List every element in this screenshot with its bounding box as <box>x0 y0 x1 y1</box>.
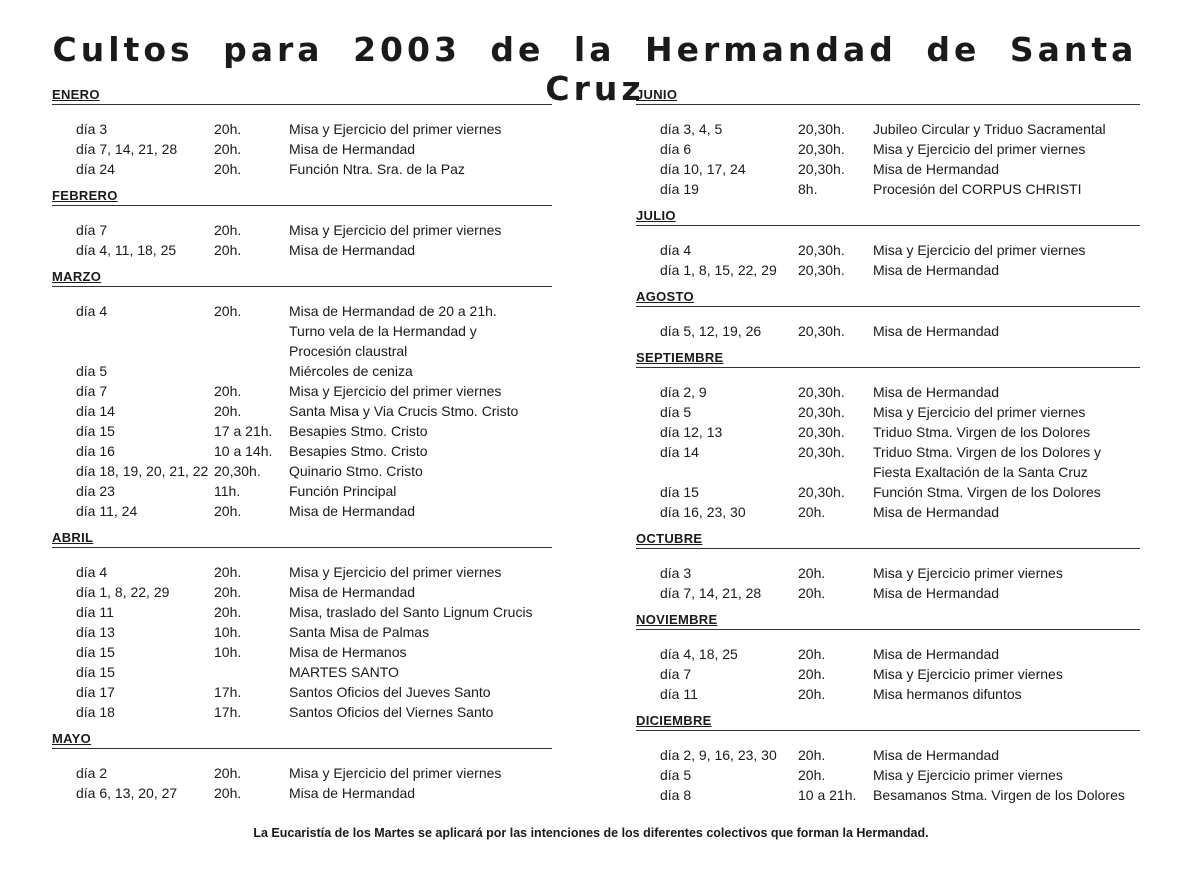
entry-description: Misa de Hermandad <box>873 384 1000 400</box>
schedule-row <box>52 481 552 501</box>
schedule-row <box>52 682 552 702</box>
month-entries <box>52 206 552 264</box>
entry-description: Santa Misa de Palmas <box>289 624 430 640</box>
month-header <box>52 525 552 548</box>
entry-day: día 5 <box>660 767 692 783</box>
entry-description: Misa de Hermandad <box>289 785 416 801</box>
entry-hour: 20h. <box>214 383 242 399</box>
entry-description: Besamanos Stma. Virgen de los Dolores <box>873 787 1125 803</box>
entry-hour: 10h. <box>214 644 242 660</box>
entry-description: Función Ntra. Sra. de la Paz <box>289 161 465 177</box>
month-section <box>52 82 552 183</box>
month-section <box>636 345 1140 526</box>
entry-description: Función Principal <box>289 483 397 499</box>
entry-day: día 6 <box>660 141 692 157</box>
month-section <box>636 203 1140 284</box>
schedule-row <box>52 662 552 682</box>
month-name: SEPTIEMBRE <box>636 350 724 365</box>
schedule-row <box>636 260 1140 280</box>
entry-hour: 20,30h. <box>798 141 845 157</box>
entry-hour: 20h. <box>214 403 242 419</box>
entry-description: Misa de Hermandad <box>289 503 416 519</box>
entry-day: día 2 <box>76 765 108 781</box>
schedule-row <box>52 501 552 521</box>
schedule-row <box>636 684 1140 704</box>
entry-day: día 3 <box>660 565 692 581</box>
month-header <box>636 526 1140 549</box>
entry-hour: 20h. <box>214 121 242 137</box>
month-name: ENERO <box>52 87 100 102</box>
month-header <box>52 82 552 105</box>
month-entries <box>636 105 1140 203</box>
entry-description: Jubileo Circular y Triduo Sacramental <box>873 121 1106 137</box>
entry-description: Misa de Hermandad <box>289 242 416 258</box>
entry-day: día 7, 14, 21, 28 <box>660 585 762 601</box>
month-header <box>636 607 1140 630</box>
entry-day: día 24 <box>76 161 115 177</box>
month-entries <box>636 368 1140 526</box>
schedule-row <box>636 240 1140 260</box>
month-name: AGOSTO <box>636 289 694 304</box>
month-header <box>52 183 552 206</box>
entry-description: Misa y Ejercicio del primer viernes <box>289 222 502 238</box>
entry-description: Santa Misa y Via Crucis Stmo. Cristo <box>289 403 519 419</box>
entry-description: Misa y Ejercicio primer viernes <box>873 666 1063 682</box>
entry-hour: 17h. <box>214 704 242 720</box>
entry-day: día 16 <box>76 443 115 459</box>
entry-description: Misa y Ejercicio del primer viernes <box>873 242 1086 258</box>
entry-description: Misa de Hermandad <box>873 585 1000 601</box>
entry-day: día 18, 19, 20, 21, 22 <box>76 463 209 479</box>
schedule-row <box>636 179 1140 199</box>
entry-day: día 7 <box>76 222 108 238</box>
month-section <box>636 708 1140 809</box>
entry-hour: 20,30h. <box>798 404 845 420</box>
page-title: Cultos para 2003 de la Hermandad de Santa Cruz <box>52 30 1138 108</box>
right-column <box>636 82 1140 809</box>
entry-day: día 2, 9 <box>660 384 707 400</box>
entry-description: Misa y Ejercicio del primer viernes <box>289 564 502 580</box>
entry-description: MARTES SANTO <box>289 664 399 680</box>
month-section <box>52 726 552 807</box>
schedule-row <box>52 159 552 179</box>
entry-hour <box>214 361 289 381</box>
entry-day: día 15 <box>76 644 115 660</box>
month-entries <box>636 549 1140 607</box>
entry-day: día 1, 8, 22, 29 <box>76 584 170 600</box>
entry-description: Misa hermanos difuntos <box>873 686 1022 702</box>
month-header <box>636 708 1140 731</box>
month-section <box>52 264 552 525</box>
schedule-row <box>52 702 552 722</box>
month-entries <box>636 630 1140 708</box>
entry-description: Misa de Hermandad <box>289 141 416 157</box>
entry-description: Triduo Stma. Virgen de los Dolores y Fiesta Exaltación de la Santa Cruz <box>873 444 1101 480</box>
entry-day: día 10, 17, 24 <box>660 161 746 177</box>
entry-day: día 4 <box>76 564 108 580</box>
schedule-row <box>636 502 1140 522</box>
entry-day: día 1, 8, 15, 22, 29 <box>660 262 777 278</box>
entry-day: día 3 <box>76 121 108 137</box>
entry-description: Misa de Hermandad <box>873 646 1000 662</box>
entry-hour: 10h. <box>214 624 242 640</box>
entry-day: día 8 <box>660 787 692 803</box>
schedule-row <box>52 240 552 260</box>
entry-hour: 20h. <box>798 666 826 682</box>
schedule-row <box>52 220 552 240</box>
month-entries <box>636 307 1140 345</box>
month-header <box>636 203 1140 226</box>
entry-day: día 4, 11, 18, 25 <box>76 242 177 258</box>
entry-description: Misa de Hermandad <box>873 323 1000 339</box>
entry-hour: 8h. <box>798 181 818 197</box>
schedule-row <box>636 765 1140 785</box>
month-section <box>52 525 552 726</box>
schedule-row <box>636 159 1140 179</box>
schedule-row <box>52 602 552 622</box>
entry-description: Besapies Stmo. Cristo <box>289 423 428 439</box>
entry-description: Misa de Hermandad <box>873 262 1000 278</box>
entry-hour: 20,30h. <box>798 121 845 137</box>
entry-description: Misa de Hermandad <box>873 747 1000 763</box>
entry-hour: 20,30h. <box>798 424 845 440</box>
month-header <box>636 82 1140 105</box>
entry-hour: 20h. <box>798 646 826 662</box>
entry-day: día 11 <box>76 604 114 620</box>
entry-day: día 4, 18, 25 <box>660 646 738 662</box>
entry-description: Santos Oficios del Viernes Santo <box>289 704 494 720</box>
schedule-row <box>52 562 552 582</box>
footer-note: La Eucaristía de los Martes se aplicará por las intenciones de los diferentes colectivos que forman la Hermandad. <box>253 826 929 840</box>
month-name: JUNIO <box>636 87 678 102</box>
entry-hour: 20,30h. <box>798 384 845 400</box>
schedule-row <box>636 664 1140 684</box>
schedule-row <box>636 482 1140 502</box>
schedule-row <box>52 421 552 441</box>
entry-hour: 20h. <box>798 747 826 763</box>
schedule-row <box>52 642 552 662</box>
entry-description: Misa de Hermanos <box>289 644 407 660</box>
schedule-row <box>636 119 1140 139</box>
schedule-row <box>636 321 1140 341</box>
entry-description: Función Stma. Virgen de los Dolores <box>873 484 1101 500</box>
entry-day: día 2, 9, 16, 23, 30 <box>660 747 777 763</box>
schedule-row <box>636 785 1140 805</box>
entry-day: día 13 <box>76 624 115 640</box>
month-entries <box>52 105 552 183</box>
entry-hour: 20h. <box>798 686 826 702</box>
entry-day: día 15 <box>76 664 115 680</box>
month-header <box>636 345 1140 368</box>
entry-hour: 10 a 21h. <box>798 787 857 803</box>
entry-description: Besapies Stmo. Cristo <box>289 443 428 459</box>
schedule-row <box>636 442 1140 482</box>
month-name: FEBRERO <box>52 188 118 203</box>
entry-day: día 16, 23, 30 <box>660 504 746 520</box>
entry-hour: 20,30h. <box>798 323 845 339</box>
entry-description: Misa y Ejercicio del primer viernes <box>873 141 1086 157</box>
month-name: NOVIEMBRE <box>636 612 718 627</box>
entry-hour: 20,30h. <box>214 463 261 479</box>
schedule-row <box>52 622 552 642</box>
entry-hour: 20h. <box>214 584 242 600</box>
left-column <box>52 82 552 807</box>
month-name: ABRIL <box>52 530 94 545</box>
schedule-row <box>636 644 1140 664</box>
entry-hour: 20h. <box>214 141 242 157</box>
entry-day: día 7, 14, 21, 28 <box>76 141 178 157</box>
schedule-row <box>636 422 1140 442</box>
month-entries <box>52 548 552 726</box>
schedule-row <box>52 139 552 159</box>
month-entries <box>52 749 552 807</box>
entry-day: día 4 <box>660 242 692 258</box>
entry-hour: 20,30h. <box>798 242 845 258</box>
entry-description: Misa, traslado del Santo Lignum Crucis <box>289 604 533 620</box>
entry-hour: 20h. <box>214 161 242 177</box>
month-section <box>52 183 552 264</box>
entry-hour: 11h. <box>214 483 241 499</box>
entry-day: día 3, 4, 5 <box>660 121 723 137</box>
month-name: MARZO <box>52 269 102 284</box>
schedule-row <box>52 441 552 461</box>
schedule-row <box>52 461 552 481</box>
schedule-row <box>52 582 552 602</box>
entry-day: día 6, 13, 20, 27 <box>76 785 178 801</box>
entry-hour: 20h. <box>798 504 826 520</box>
entry-description: Misa de Hermandad <box>289 584 416 600</box>
entry-day: día 7 <box>660 666 692 682</box>
schedule-row <box>636 563 1140 583</box>
schedule-row <box>636 139 1140 159</box>
entry-day: día 15 <box>660 484 699 500</box>
month-header <box>52 726 552 749</box>
month-entries <box>636 226 1140 284</box>
entry-hour: 20,30h. <box>798 444 845 460</box>
entry-hour: 20h. <box>798 585 826 601</box>
entry-description: Miércoles de ceniza <box>289 363 413 379</box>
schedule-row <box>52 401 552 421</box>
entry-hour: 17 a 21h. <box>214 423 273 439</box>
entry-hour: 20h. <box>214 303 242 319</box>
entry-hour: 20h. <box>798 565 826 581</box>
month-section <box>636 284 1140 345</box>
entry-hour: 20h. <box>214 765 242 781</box>
month-name: OCTUBRE <box>636 531 703 546</box>
month-header <box>52 264 552 287</box>
entry-day: día 4 <box>76 303 108 319</box>
entry-hour: 17h. <box>214 684 242 700</box>
schedule-row <box>52 381 552 401</box>
entry-hour: 10 a 14h. <box>214 443 273 459</box>
entry-day: día 23 <box>76 483 115 499</box>
month-entries <box>636 731 1140 809</box>
schedule-row <box>52 361 552 381</box>
entry-day: día 5, 12, 19, 26 <box>660 323 762 339</box>
entry-day: día 11 <box>660 686 698 702</box>
schedule-row <box>52 301 552 361</box>
entry-day: día 12, 13 <box>660 424 723 440</box>
month-name: MAYO <box>52 731 92 746</box>
entry-description: Quinario Stmo. Cristo <box>289 463 423 479</box>
month-header <box>636 284 1140 307</box>
entry-description: Misa de Hermandad <box>873 161 1000 177</box>
entry-day: día 17 <box>76 684 115 700</box>
entry-hour: 20h. <box>214 604 242 620</box>
entry-day: día 14 <box>660 444 699 460</box>
month-section <box>636 607 1140 708</box>
month-name: DICIEMBRE <box>636 713 712 728</box>
entry-description: Santos Oficios del Jueves Santo <box>289 684 491 700</box>
month-section <box>636 82 1140 203</box>
entry-description: Misa y Ejercicio del primer viernes <box>289 383 502 399</box>
entry-description: Triduo Stma. Virgen de los Dolores <box>873 424 1091 440</box>
month-section <box>636 526 1140 607</box>
entry-day: día 7 <box>76 383 108 399</box>
entry-description: Misa de Hermandad de 20 a 21h. Turno vela de la Hermandad y Procesión claustral <box>289 303 497 359</box>
schedule-row <box>636 402 1140 422</box>
entry-description: Misa y Ejercicio primer viernes <box>873 565 1063 581</box>
entry-hour: 20h. <box>214 242 242 258</box>
entry-day: día 5 <box>660 404 692 420</box>
entry-hour: 20h. <box>214 564 242 580</box>
month-entries <box>52 287 552 525</box>
schedule-row <box>52 783 552 803</box>
entry-day: día 15 <box>76 423 115 439</box>
entry-hour: 20h. <box>214 785 242 801</box>
entry-hour: 20h. <box>798 767 826 783</box>
entry-description: Misa de Hermandad <box>873 504 1000 520</box>
entry-description: Misa y Ejercicio del primer viernes <box>289 765 502 781</box>
entry-description: Misa y Ejercicio del primer viernes <box>289 121 502 137</box>
entry-day: día 18 <box>76 704 115 720</box>
schedule-row <box>636 583 1140 603</box>
entry-hour: 20,30h. <box>798 262 845 278</box>
entry-hour: 20,30h. <box>798 161 845 177</box>
entry-description: Misa y Ejercicio del primer viernes <box>873 404 1086 420</box>
schedule-row <box>52 119 552 139</box>
entry-day: día 11, 24 <box>76 503 138 519</box>
schedule-row <box>52 763 552 783</box>
entry-day: día 19 <box>660 181 699 197</box>
schedule-row <box>636 745 1140 765</box>
schedule-row <box>636 382 1140 402</box>
entry-hour: 20h. <box>214 503 242 519</box>
entry-hour: 20h. <box>214 222 242 238</box>
entry-hour: 20,30h. <box>798 484 845 500</box>
entry-description: Procesión del CORPUS CHRISTI <box>873 181 1082 197</box>
entry-description: Misa y Ejercicio primer viernes <box>873 767 1063 783</box>
entry-day: día 5 <box>76 363 108 379</box>
month-name: JULIO <box>636 208 676 223</box>
entry-hour <box>214 662 289 682</box>
entry-day: día 14 <box>76 403 115 419</box>
